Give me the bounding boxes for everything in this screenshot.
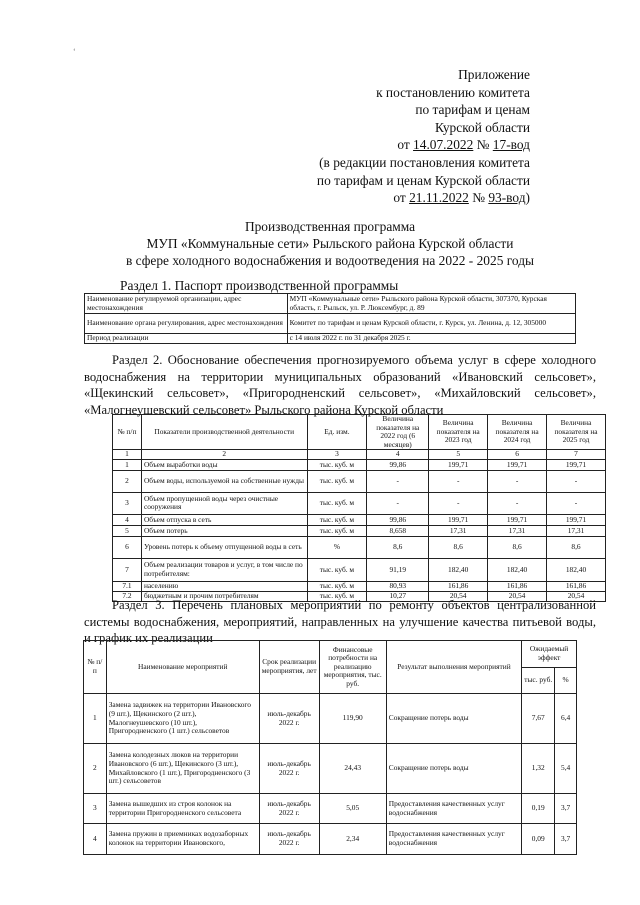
section3-heading: Раздел 3. Перечень плановых мероприятий по ремонту объектов централизованной системы водоснабжения, мероприятий, направленных на улучшение качества питьевой воды, и график их реализации (84, 598, 596, 645)
annex-date-line: от 21.11.2022 № 93-вод) (393, 190, 530, 206)
corner-mark: ‘ (73, 47, 76, 56)
table-row: 2 Объем воды, используемой на собственные нужды тыс. куб. м - - - - (113, 470, 606, 492)
section1-heading: Раздел 1. Паспорт производственной программы (120, 278, 399, 293)
annex-header (210, 66, 530, 207)
annex-line: по тарифам и ценам (415, 102, 530, 118)
table-row: 5 Объем потерь тыс. куб. м 8,658 17,31 17,31 17,31 (113, 525, 606, 536)
table-row: Наименование регулируемой организации, адрес местонахождения МУП «Коммунальные сети» Рыльского района Курской области, 307370, Курская область, г. Рыльск, ул. Р. Люксембург, д. 89 (85, 294, 576, 314)
section2-heading: Раздел 2. Обоснование обеспечения прогнозируемого объема услуг в сфере холодного водоснабжения на территории муниципальных образований «Ивановский сельсовет», «Щекинский сельсовет», «Пригородненский сельсовет», «Михайловский сельсовет», «Малогнеушевский сельсовет» Рыльского района Курской области (84, 353, 596, 417)
annex-line: Приложение (458, 67, 530, 82)
annex-date: 14.07.2022 (413, 137, 474, 153)
annex-number: 17-вод (492, 137, 530, 153)
table-row: 6 Уровень потерь к объему отпущенной воды в сеть % 8,6 8,6 8,6 8,6 (113, 536, 606, 558)
indicators-table (112, 414, 606, 602)
table-header-row: тыс. руб. % (84, 668, 577, 694)
table-row: 2 Замена колодезных люков на территории Ивановского (6 шт.), Щекинского (3 шт.), Михайловского (1 шт.), Пригородненского (3 шт.) сельсоветов июль-декабрь 2022 г. 24,43 Сокращение потерь воды 1,32 5,4 (84, 744, 577, 794)
annex-line: к постановлению комитета (376, 84, 530, 100)
passport-table (84, 293, 576, 344)
table-row: 3 Объем пропущенной воды через очистные сооружения тыс. куб. м - - - - (113, 492, 606, 514)
table-row: 7.1 населению тыс. куб. м 80,93 161,86 161,86 161,86 (113, 581, 606, 591)
table-header-row: № п/п Наименование мероприятий Срок реализации мероприятия, лет Финансовые потребности на реализацию мероприятия, тыс. руб. Результат выполнения мероприятий Ожидаемый эффект (84, 641, 577, 668)
table-row: Период реализации с 14 июля 2022 г. по 31 декабря 2025 г. (85, 334, 576, 344)
annex-line: (в редакции постановления комитета (319, 154, 530, 170)
annex-date-line: от 14.07.2022 № 17-вод (397, 137, 530, 153)
annex-number: 93-вод (488, 190, 526, 206)
table-row: 1 Объем выработки воды тыс. куб. м 99,86 199,71 199,71 199,71 (113, 459, 606, 470)
table-header-row: № п/п Показатели производственной деятельности Ед. изм. Величина показателя на 2022 год (6 месяцев) Величина показателя на 2023 год Величина показателя на 2024 год Величина показателя на 2025 год (113, 415, 606, 450)
table-row: 1 2 3 4 5 6 7 (113, 450, 606, 460)
annex-date: 21.11.2022 (409, 190, 469, 206)
table-row: 7 Объем реализации товаров и услуг, в том числе по потребителям: тыс. куб. м 91,19 182,40 182,40 182,40 (113, 558, 606, 581)
annex-line: Курской области (434, 119, 530, 135)
table-row: 4 Замена пружин в приемниках водозаборных колонок на территории Ивановского, июль-декабрь 2022 г. 2,34 Предоставления качественных услуг водоснабжения 0,09 3,7 (84, 824, 577, 855)
table-row: 4 Объем отпуска в сеть тыс. куб. м 99,86 199,71 199,71 199,71 (113, 514, 606, 525)
annex-line: по тарифам и ценам Курской области (316, 172, 530, 188)
measures-table (83, 640, 577, 855)
program-title: Производственная программа МУП «Коммунальные сети» Рыльского района Курской области в сфере холодного водоснабжения и водоотведения на 2022 - 2025 годы (125, 219, 535, 268)
table-row: 1 Замена задвижек на территории Ивановского (9 шт.), Щекинского (2 шт.), Малогнеушевского (10 шт.), Пригородненского (1 шт.) сельсоветов июль-декабрь 2022 г. 119,90 Сокращение потерь воды 7,67 6,4 (84, 694, 577, 744)
table-row: 7.2 бюджетным и прочим потребителям тыс. куб. м 10,27 20,54 20,54 20,54 (113, 591, 606, 601)
table-row: Наименование органа регулирования, адрес местонахождения Комитет по тарифам и ценам Курской области, г. Курск, ул. Ленина, д. 12, 305000 (85, 314, 576, 334)
table-row: 3 Замена вышедших из строя колонок на территории Пригородненского сельсовета июль-декабрь 2022 г. 5,05 Предоставления качественных услуг водоснабжения 0,19 3,7 (84, 794, 577, 824)
